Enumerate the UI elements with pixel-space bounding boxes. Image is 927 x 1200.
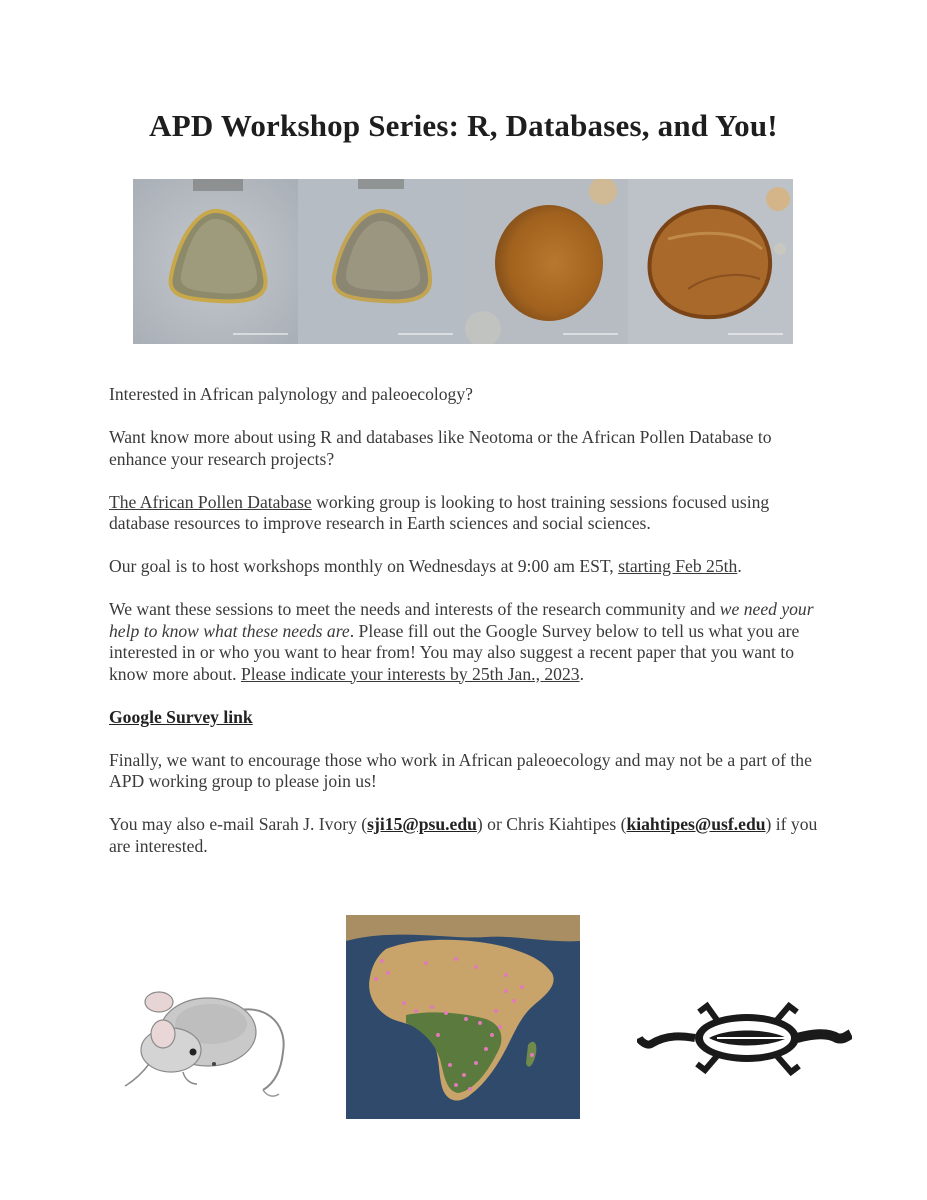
intro-question: Interested in African palynology and paleoecology? (109, 384, 473, 404)
body-text (109, 384, 819, 857)
pollen-grain-2-image (298, 179, 463, 344)
survey-italic-text: we need your help to know what these needs are (109, 599, 814, 641)
mouse-illustration (113, 972, 295, 1104)
working-group-text: working group is looking to host training sessions focused using database resources to improve research in Earth sciences and social sciences. (109, 491, 770, 533)
start-date-link[interactable]: starting Feb 25th (618, 556, 738, 576)
working-group-paragraph (109, 492, 819, 535)
email-link-ivory[interactable]: sji15@psu.edu (367, 814, 477, 834)
schedule-text: Our goal is to host workshops monthly on Wednesdays at 9:00 am EST, (109, 556, 619, 576)
r-databases-question: Want know more about using R and databases like Neotoma or the African Pollen Database to enhance your research projects? (109, 427, 772, 469)
contact-paragraph (109, 814, 819, 857)
contact-text-end: ) if you are interested. (109, 814, 818, 856)
email-link-kiahtipes[interactable]: kiahtipes@usf.edu (626, 814, 766, 834)
apd-link[interactable]: The African Pollen Database (109, 491, 312, 512)
deadline-link[interactable]: Please indicate your interests by 25th Jan., 2023 (240, 663, 580, 684)
contact-text-mid: ) or Chris Kiahtipes ( (476, 814, 627, 834)
pollen-grain-3-image (463, 179, 628, 344)
survey-link-paragraph (109, 707, 819, 729)
africa-map (346, 915, 580, 1119)
schedule-paragraph (109, 556, 819, 578)
survey-text-mid: . Please fill out the Google Survey below to tell us what you are interested in or who you want to hear from! You may also suggest a recent paper that you want to know more about. (109, 620, 800, 684)
page-title: APD Workshop Series: R, Databases, and You! (149, 108, 778, 143)
pollen-image-strip (133, 179, 793, 344)
survey-text-end: . (579, 663, 584, 684)
google-survey-link[interactable]: Google Survey link (109, 706, 253, 727)
survey-text-start: We want these sessions to meet the needs and interests of the research community and (109, 599, 720, 619)
contact-text-start: You may also e-mail Sarah J. Ivory ( (109, 814, 368, 834)
pollen-grain-1-image (133, 179, 298, 344)
pollen-grain-4-image (628, 179, 793, 344)
schedule-end: . (737, 556, 742, 576)
survey-request-paragraph (109, 599, 819, 685)
join-paragraph: Finally, we want to encourage those who work in African paleoecology and may not be a part of the APD working group to please join us! (109, 749, 812, 791)
lizard-illustration (637, 998, 852, 1080)
